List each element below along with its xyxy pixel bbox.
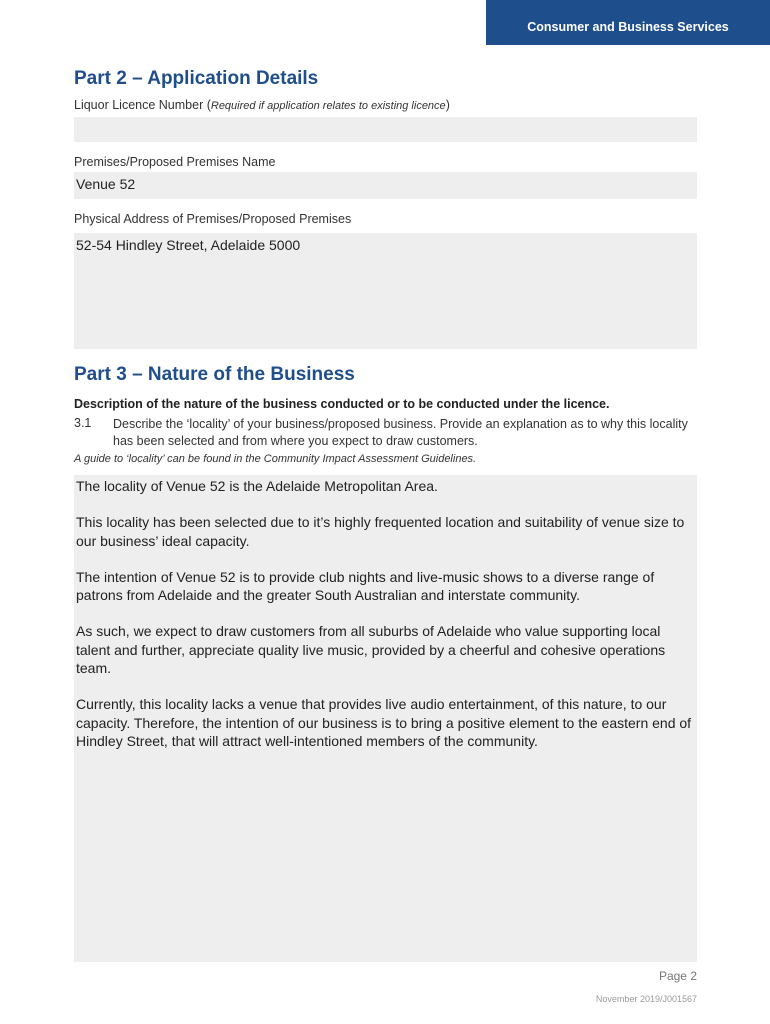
licence-number-note: Required if application relates to existing licence: [210, 100, 446, 112]
premises-name-label: Premises/Proposed Premises Name: [74, 155, 276, 169]
question-text: Describe the ‘locality’ of your business/proposed business. Provide an explanation as to why this locality has been selected and from where you expect to draw customers.: [113, 417, 688, 448]
part2-title: Part 2 – Application Details: [74, 68, 319, 89]
description-heading: Description of the nature of the business conducted or to be conducted under the licence.: [74, 397, 610, 411]
guide-note: A guide to ‘locality’ can be found in the Community Impact Assessment Guidelines.: [74, 453, 477, 465]
answer-paragraph: As such, we expect to draw customers from all suburbs of Adelaide who value supporting local talent and further, appreciate quality live music, provided by a cheerful and cohesive operations team.: [76, 623, 666, 677]
department-name: Consumer and Business Services: [527, 20, 729, 34]
header-band: [486, 0, 770, 45]
licence-number-field[interactable]: [74, 117, 697, 142]
address-field[interactable]: 52-54 Hindley Street, Adelaide 5000: [74, 233, 697, 349]
answer-paragraph: The intention of Venue 52 is to provide club nights and live-music shows to a diverse range of patrons from Adelaide and the greater South Australian and interstate community.: [76, 568, 655, 604]
answer-paragraph: Currently, this locality lacks a venue that provides live audio entertainment, of this nature, to our capacity. Therefore, the intention of our business is to bring a positive element to the eastern end of Hindley Street, that will attract well-intentioned members of the community.: [76, 696, 692, 749]
page-number: Page 2: [658, 969, 697, 983]
part3-title: Part 3 – Nature of the Business: [74, 364, 355, 385]
premises-name-field[interactable]: Venue 52: [74, 172, 697, 199]
licence-number-label: Liquor Licence Number (Required if application relates to existing licence): [74, 98, 450, 112]
locality-answer-field[interactable]: [74, 475, 697, 962]
address-label: Physical Address of Premises/Proposed Premises: [74, 212, 352, 226]
answer-paragraph: This locality has been selected due to it’s highly frequented location and suitability of venue size to our business’ ideal capacity.: [76, 514, 685, 549]
answer-paragraph: The locality of Venue 52 is the Adelaide Metropolitan Area.: [76, 478, 438, 494]
question-number: 3.1: [74, 416, 92, 430]
document-reference: November 2019/J001567: [595, 994, 697, 1004]
